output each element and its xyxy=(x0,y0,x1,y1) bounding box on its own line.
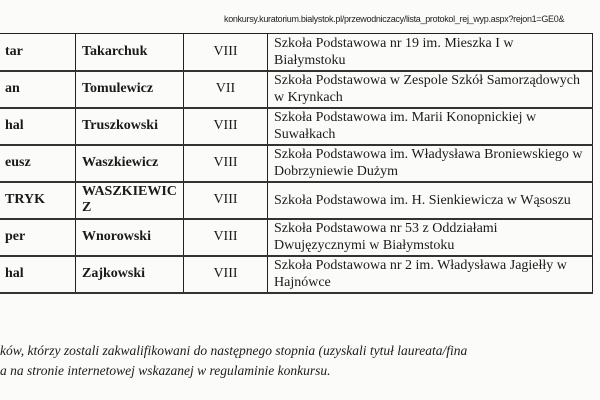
grade-cell: VIII xyxy=(184,182,268,219)
school-cell: Szkoła Podstawowa nr 2 im. Władysława Jagiełły w Hajnówce xyxy=(268,256,593,293)
first-name-cell: TRYK xyxy=(0,182,76,219)
first-name-cell: hal xyxy=(0,256,76,293)
table-row xyxy=(0,219,593,256)
school-cell: Szkoła Podstawowa nr 19 im. Mieszka I w Białymstoku xyxy=(268,34,593,71)
last-name-cell: Waszkiewicz xyxy=(76,145,184,182)
school-cell: Szkoła Podstawowa im. Marii Konopnickiej w Suwałkach xyxy=(268,108,593,145)
school-cell: Szkoła Podstawowa im. Władysława Broniewskiego w Dobrzyniewie Dużym xyxy=(268,145,593,182)
grade-cell: VIII xyxy=(184,108,268,145)
results-table xyxy=(0,33,593,294)
grade-cell: VIII xyxy=(184,219,268,256)
page-url: konkursy.kuratorium.bialystok.pl/przewodniczacy/lista_protokol_rej_wyp.aspx?rejon1=GE0& xyxy=(224,14,565,24)
first-name-cell: per xyxy=(0,219,76,256)
grade-cell: VII xyxy=(184,71,268,108)
table-row xyxy=(0,256,593,293)
first-name-cell: tar xyxy=(0,34,76,71)
table-row xyxy=(0,145,593,182)
last-name-cell: Takarchuk xyxy=(76,34,184,71)
table-row xyxy=(0,34,593,71)
last-name-cell: WASZKIEWICZ xyxy=(76,182,184,219)
school-cell: Szkoła Podstawowa w Zespole Szkół Samorządowych w Krynkach xyxy=(268,71,593,108)
last-name-cell: Truszkowski xyxy=(76,108,184,145)
first-name-cell: hal xyxy=(0,108,76,145)
table-row xyxy=(0,108,593,145)
first-name-cell: an xyxy=(0,71,76,108)
grade-cell: VIII xyxy=(184,145,268,182)
table-row xyxy=(0,182,593,219)
school-cell: Szkoła Podstawowa im. H. Sienkiewicza w Wąsoszu xyxy=(268,182,593,219)
last-name-cell: Wnorowski xyxy=(76,219,184,256)
footnote-line-1: ków, którzy zostali zakwalifikowani do następnego stopnia (uzyskali tytuł laureata/fina xyxy=(0,343,468,358)
school-cell: Szkoła Podstawowa nr 53 z Oddziałami Dwujęzycznymi w Białymstoku xyxy=(268,219,593,256)
footnote-line-2: a na stronie internetowej wskazanej w regulaminie konkursu. xyxy=(0,363,331,378)
first-name-cell: eusz xyxy=(0,145,76,182)
grade-cell: VIII xyxy=(184,34,268,71)
grade-cell: VIII xyxy=(184,256,268,293)
last-name-cell: Zajkowski xyxy=(76,256,184,293)
table-row xyxy=(0,71,593,108)
last-name-cell: Tomulewicz xyxy=(76,71,184,108)
